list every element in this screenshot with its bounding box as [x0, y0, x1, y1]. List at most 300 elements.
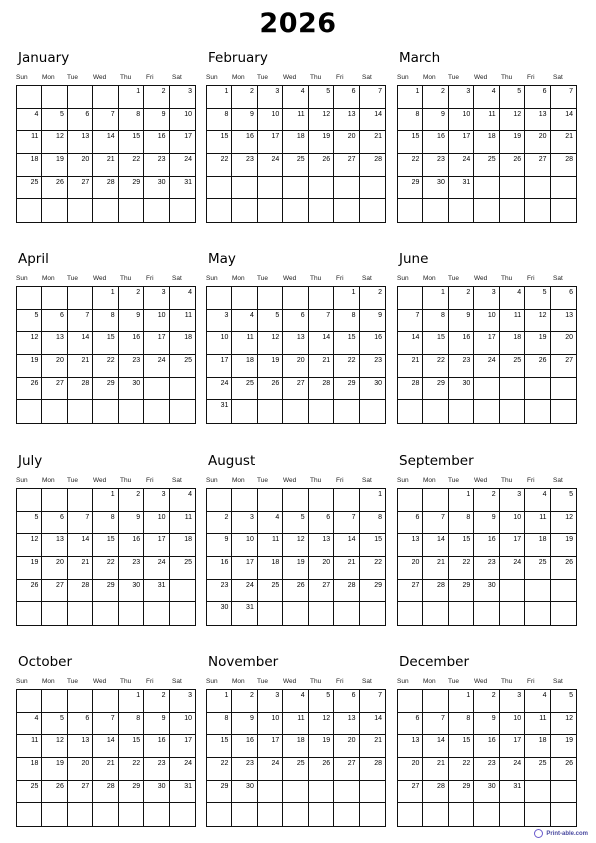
empty-day-cell [334, 781, 359, 804]
day-cell: 15 [93, 332, 118, 355]
empty-day-cell [551, 803, 576, 826]
day-cell: 16 [144, 735, 169, 758]
day-cell: 2 [207, 512, 232, 535]
empty-day-cell [525, 803, 550, 826]
day-cell: 25 [232, 378, 257, 401]
empty-day-cell [170, 199, 195, 222]
day-cell: 10 [232, 534, 257, 557]
day-cell: 12 [42, 131, 67, 154]
day-cell: 17 [258, 735, 283, 758]
empty-day-cell [258, 489, 283, 512]
day-cell: 2 [360, 287, 385, 310]
day-cell: 3 [449, 86, 474, 109]
empty-day-cell [232, 489, 257, 512]
empty-day-cell [17, 199, 42, 222]
day-cell: 17 [449, 131, 474, 154]
empty-day-cell [398, 602, 423, 625]
weekday-label: Fri [336, 678, 344, 685]
day-cell: 3 [170, 690, 195, 713]
empty-day-cell [207, 489, 232, 512]
empty-day-cell [170, 602, 195, 625]
day-cell: 31 [207, 400, 232, 423]
empty-day-cell [42, 400, 67, 423]
day-cell: 9 [474, 512, 499, 535]
empty-day-cell [500, 602, 525, 625]
empty-day-cell [17, 400, 42, 423]
day-cell: 10 [170, 713, 195, 736]
day-cell: 3 [258, 86, 283, 109]
day-cell: 23 [144, 758, 169, 781]
weekday-header-row [16, 275, 196, 285]
day-cell: 23 [144, 154, 169, 177]
weekday-label: Mon [232, 477, 245, 484]
day-cell: 7 [334, 512, 359, 535]
month-name: December [399, 654, 470, 670]
day-cell: 11 [17, 735, 42, 758]
day-cell: 8 [207, 713, 232, 736]
empty-day-cell [500, 378, 525, 401]
weekday-label: Tue [67, 477, 78, 484]
day-cell: 19 [283, 557, 308, 580]
day-cell: 14 [309, 332, 334, 355]
day-cell: 8 [398, 109, 423, 132]
day-cell: 5 [551, 690, 576, 713]
day-cell: 22 [119, 154, 144, 177]
day-cell: 23 [232, 758, 257, 781]
month-february [206, 50, 386, 225]
day-cell: 28 [93, 177, 118, 200]
day-cell: 1 [119, 86, 144, 109]
day-cell: 30 [144, 781, 169, 804]
day-cell: 26 [283, 580, 308, 603]
month-september [397, 453, 577, 628]
day-cell: 29 [423, 378, 448, 401]
weekday-header-row [397, 678, 577, 688]
empty-day-cell [258, 602, 283, 625]
month-name: June [399, 251, 429, 267]
empty-day-cell [258, 400, 283, 423]
day-cell: 24 [207, 378, 232, 401]
day-cell: 20 [309, 557, 334, 580]
day-cell: 4 [258, 512, 283, 535]
day-cell: 11 [170, 310, 195, 333]
day-cell: 15 [449, 735, 474, 758]
empty-day-cell [283, 400, 308, 423]
day-cell: 29 [93, 378, 118, 401]
day-cell: 9 [360, 310, 385, 333]
day-cell: 7 [551, 86, 576, 109]
day-cell: 27 [551, 355, 576, 378]
empty-day-cell [17, 690, 42, 713]
weekday-label: Sat [172, 477, 182, 484]
day-cell: 12 [283, 534, 308, 557]
day-cell: 28 [423, 580, 448, 603]
day-cell: 22 [398, 154, 423, 177]
day-cell: 1 [449, 690, 474, 713]
empty-day-cell [525, 580, 550, 603]
calendar-year-title: 2026 [259, 8, 337, 39]
day-cell: 13 [68, 131, 93, 154]
day-cell: 16 [119, 534, 144, 557]
day-cell: 14 [68, 332, 93, 355]
day-cell: 3 [144, 489, 169, 512]
day-cell: 4 [17, 109, 42, 132]
weekday-label: Tue [67, 678, 78, 685]
day-cell: 26 [42, 177, 67, 200]
day-cell: 22 [207, 154, 232, 177]
empty-day-cell [309, 199, 334, 222]
day-cell: 1 [207, 86, 232, 109]
day-cell: 23 [423, 154, 448, 177]
empty-day-cell [144, 378, 169, 401]
day-cell: 27 [68, 177, 93, 200]
day-cell: 13 [398, 534, 423, 557]
empty-day-cell [423, 803, 448, 826]
day-cell: 13 [42, 534, 67, 557]
day-cell: 26 [42, 781, 67, 804]
day-cell: 20 [334, 735, 359, 758]
empty-day-cell [449, 400, 474, 423]
empty-day-cell [360, 781, 385, 804]
empty-day-cell [283, 602, 308, 625]
day-cell: 3 [500, 489, 525, 512]
day-cell: 1 [334, 287, 359, 310]
empty-day-cell [283, 781, 308, 804]
day-cell: 28 [360, 758, 385, 781]
day-cell: 2 [232, 86, 257, 109]
day-cell: 31 [170, 781, 195, 804]
day-cell: 3 [207, 310, 232, 333]
day-cell: 1 [207, 690, 232, 713]
day-cell: 11 [232, 332, 257, 355]
day-cell: 14 [423, 735, 448, 758]
empty-day-cell [525, 400, 550, 423]
day-cell: 18 [17, 154, 42, 177]
day-cell: 24 [258, 154, 283, 177]
weekday-header-row [16, 74, 196, 84]
month-november [206, 654, 386, 829]
empty-day-cell [398, 199, 423, 222]
weekday-label: Wed [283, 74, 297, 81]
weekday-label: Mon [42, 678, 55, 685]
day-cell: 26 [551, 758, 576, 781]
day-cell: 26 [500, 154, 525, 177]
empty-day-cell [334, 400, 359, 423]
day-cell: 26 [17, 580, 42, 603]
day-cell: 30 [232, 781, 257, 804]
day-cell: 13 [398, 735, 423, 758]
empty-day-cell [500, 580, 525, 603]
empty-day-cell [309, 177, 334, 200]
day-cell: 25 [17, 177, 42, 200]
day-cell: 19 [551, 534, 576, 557]
day-cell: 21 [93, 758, 118, 781]
day-cell: 7 [423, 512, 448, 535]
day-cell: 13 [334, 109, 359, 132]
day-cell: 16 [474, 534, 499, 557]
day-cell: 17 [232, 557, 257, 580]
day-cell: 14 [360, 109, 385, 132]
day-cell: 6 [334, 86, 359, 109]
day-cell: 30 [119, 378, 144, 401]
day-cell: 31 [500, 781, 525, 804]
weekday-label: Sun [16, 74, 28, 81]
weekday-label: Sun [397, 275, 409, 282]
day-cell: 4 [283, 86, 308, 109]
day-cell: 21 [423, 758, 448, 781]
weekday-label: Thu [310, 477, 322, 484]
day-cell: 10 [449, 109, 474, 132]
day-cell: 28 [68, 378, 93, 401]
day-cell: 2 [144, 690, 169, 713]
day-cell: 19 [309, 735, 334, 758]
month-name: November [208, 654, 279, 670]
empty-day-cell [119, 602, 144, 625]
day-cell: 2 [449, 287, 474, 310]
day-cell: 30 [474, 580, 499, 603]
day-cell: 22 [93, 557, 118, 580]
day-cell: 28 [93, 781, 118, 804]
empty-day-cell [423, 400, 448, 423]
empty-day-cell [423, 690, 448, 713]
day-cell: 5 [283, 512, 308, 535]
weekday-label: Mon [42, 275, 55, 282]
day-cell: 3 [170, 86, 195, 109]
day-cell: 1 [398, 86, 423, 109]
day-cell: 7 [93, 713, 118, 736]
day-cell: 16 [144, 131, 169, 154]
day-cell: 13 [309, 534, 334, 557]
day-cell: 7 [398, 310, 423, 333]
day-cell: 5 [309, 86, 334, 109]
empty-day-cell [525, 781, 550, 804]
day-cell: 20 [68, 154, 93, 177]
day-cell: 10 [170, 109, 195, 132]
weekday-label: Mon [42, 74, 55, 81]
day-cell: 19 [17, 557, 42, 580]
day-cell: 10 [500, 512, 525, 535]
day-cell: 14 [423, 534, 448, 557]
day-cell: 28 [68, 580, 93, 603]
empty-day-cell [551, 580, 576, 603]
day-cell: 25 [17, 781, 42, 804]
weekday-label: Sat [553, 477, 563, 484]
month-day-grid [397, 286, 577, 424]
weekday-label: Tue [257, 74, 268, 81]
weekday-label: Mon [423, 477, 436, 484]
weekday-label: Fri [336, 74, 344, 81]
day-cell: 15 [93, 534, 118, 557]
empty-day-cell [42, 690, 67, 713]
day-cell: 2 [474, 489, 499, 512]
weekday-label: Sun [397, 477, 409, 484]
day-cell: 14 [93, 131, 118, 154]
empty-day-cell [551, 400, 576, 423]
day-cell: 11 [474, 109, 499, 132]
day-cell: 18 [525, 534, 550, 557]
day-cell: 21 [309, 355, 334, 378]
empty-day-cell [42, 803, 67, 826]
day-cell: 4 [500, 287, 525, 310]
day-cell: 22 [360, 557, 385, 580]
empty-day-cell [68, 690, 93, 713]
day-cell: 2 [144, 86, 169, 109]
day-cell: 12 [551, 512, 576, 535]
weekday-label: Thu [120, 275, 132, 282]
weekday-header-row [397, 477, 577, 487]
day-cell: 15 [423, 332, 448, 355]
day-cell: 16 [232, 131, 257, 154]
weekday-label: Fri [527, 678, 535, 685]
month-day-grid [397, 689, 577, 827]
empty-day-cell [42, 489, 67, 512]
day-cell: 6 [398, 512, 423, 535]
day-cell: 15 [398, 131, 423, 154]
day-cell: 28 [334, 580, 359, 603]
day-cell: 11 [525, 512, 550, 535]
day-cell: 9 [119, 512, 144, 535]
day-cell: 25 [500, 355, 525, 378]
day-cell: 10 [500, 713, 525, 736]
day-cell: 30 [360, 378, 385, 401]
empty-day-cell [525, 602, 550, 625]
empty-day-cell [258, 199, 283, 222]
day-cell: 19 [500, 131, 525, 154]
day-cell: 18 [525, 735, 550, 758]
day-cell: 9 [119, 310, 144, 333]
empty-day-cell [474, 199, 499, 222]
day-cell: 18 [258, 557, 283, 580]
month-day-grid [206, 488, 386, 626]
day-cell: 30 [207, 602, 232, 625]
day-cell: 23 [360, 355, 385, 378]
empty-day-cell [17, 489, 42, 512]
day-cell: 6 [398, 713, 423, 736]
day-cell: 17 [258, 131, 283, 154]
weekday-label: Wed [283, 477, 297, 484]
day-cell: 17 [500, 534, 525, 557]
day-cell: 30 [423, 177, 448, 200]
day-cell: 2 [474, 690, 499, 713]
empty-day-cell [68, 86, 93, 109]
day-cell: 24 [144, 355, 169, 378]
empty-day-cell [551, 781, 576, 804]
empty-day-cell [309, 803, 334, 826]
day-cell: 19 [258, 355, 283, 378]
day-cell: 8 [93, 512, 118, 535]
day-cell: 1 [360, 489, 385, 512]
day-cell: 8 [207, 109, 232, 132]
day-cell: 20 [283, 355, 308, 378]
empty-day-cell [42, 602, 67, 625]
day-cell: 21 [93, 154, 118, 177]
weekday-header-row [206, 477, 386, 487]
day-cell: 6 [309, 512, 334, 535]
day-cell: 7 [309, 310, 334, 333]
empty-day-cell [360, 177, 385, 200]
day-cell: 8 [449, 713, 474, 736]
day-cell: 5 [42, 109, 67, 132]
day-cell: 10 [144, 310, 169, 333]
weekday-label: Thu [120, 74, 132, 81]
day-cell: 30 [474, 781, 499, 804]
day-cell: 12 [17, 534, 42, 557]
day-cell: 4 [525, 489, 550, 512]
day-cell: 27 [334, 154, 359, 177]
weekday-label: Tue [448, 678, 459, 685]
empty-day-cell [232, 177, 257, 200]
day-cell: 5 [17, 512, 42, 535]
empty-day-cell [283, 803, 308, 826]
empty-day-cell [207, 287, 232, 310]
day-cell: 29 [119, 177, 144, 200]
empty-day-cell [551, 177, 576, 200]
day-cell: 2 [423, 86, 448, 109]
empty-day-cell [474, 400, 499, 423]
empty-day-cell [93, 400, 118, 423]
empty-day-cell [398, 287, 423, 310]
day-cell: 23 [232, 154, 257, 177]
day-cell: 7 [68, 512, 93, 535]
day-cell: 26 [17, 378, 42, 401]
day-cell: 2 [119, 287, 144, 310]
day-cell: 7 [360, 86, 385, 109]
empty-day-cell [68, 803, 93, 826]
footer-logo [534, 829, 588, 838]
day-cell: 17 [170, 735, 195, 758]
day-cell: 18 [170, 332, 195, 355]
day-cell: 9 [449, 310, 474, 333]
day-cell: 20 [398, 758, 423, 781]
day-cell: 13 [283, 332, 308, 355]
weekday-label: Wed [93, 275, 107, 282]
empty-day-cell [525, 378, 550, 401]
day-cell: 29 [449, 781, 474, 804]
empty-day-cell [68, 199, 93, 222]
empty-day-cell [474, 177, 499, 200]
weekday-header-row [206, 678, 386, 688]
empty-day-cell [500, 803, 525, 826]
empty-day-cell [119, 199, 144, 222]
day-cell: 7 [93, 109, 118, 132]
month-day-grid [397, 85, 577, 223]
day-cell: 10 [474, 310, 499, 333]
day-cell: 2 [232, 690, 257, 713]
day-cell: 13 [525, 109, 550, 132]
day-cell: 4 [232, 310, 257, 333]
weekday-label: Wed [283, 275, 297, 282]
day-cell: 18 [232, 355, 257, 378]
weekday-label: Sun [206, 678, 218, 685]
day-cell: 26 [258, 378, 283, 401]
day-cell: 4 [17, 713, 42, 736]
day-cell: 19 [309, 131, 334, 154]
day-cell: 4 [283, 690, 308, 713]
day-cell: 13 [334, 713, 359, 736]
day-cell: 10 [144, 512, 169, 535]
day-cell: 11 [283, 109, 308, 132]
empty-day-cell [93, 602, 118, 625]
empty-day-cell [309, 287, 334, 310]
day-cell: 6 [283, 310, 308, 333]
empty-day-cell [42, 86, 67, 109]
day-cell: 17 [144, 534, 169, 557]
day-cell: 14 [93, 735, 118, 758]
day-cell: 17 [207, 355, 232, 378]
empty-day-cell [144, 400, 169, 423]
day-cell: 26 [525, 355, 550, 378]
weekday-label: Tue [448, 275, 459, 282]
